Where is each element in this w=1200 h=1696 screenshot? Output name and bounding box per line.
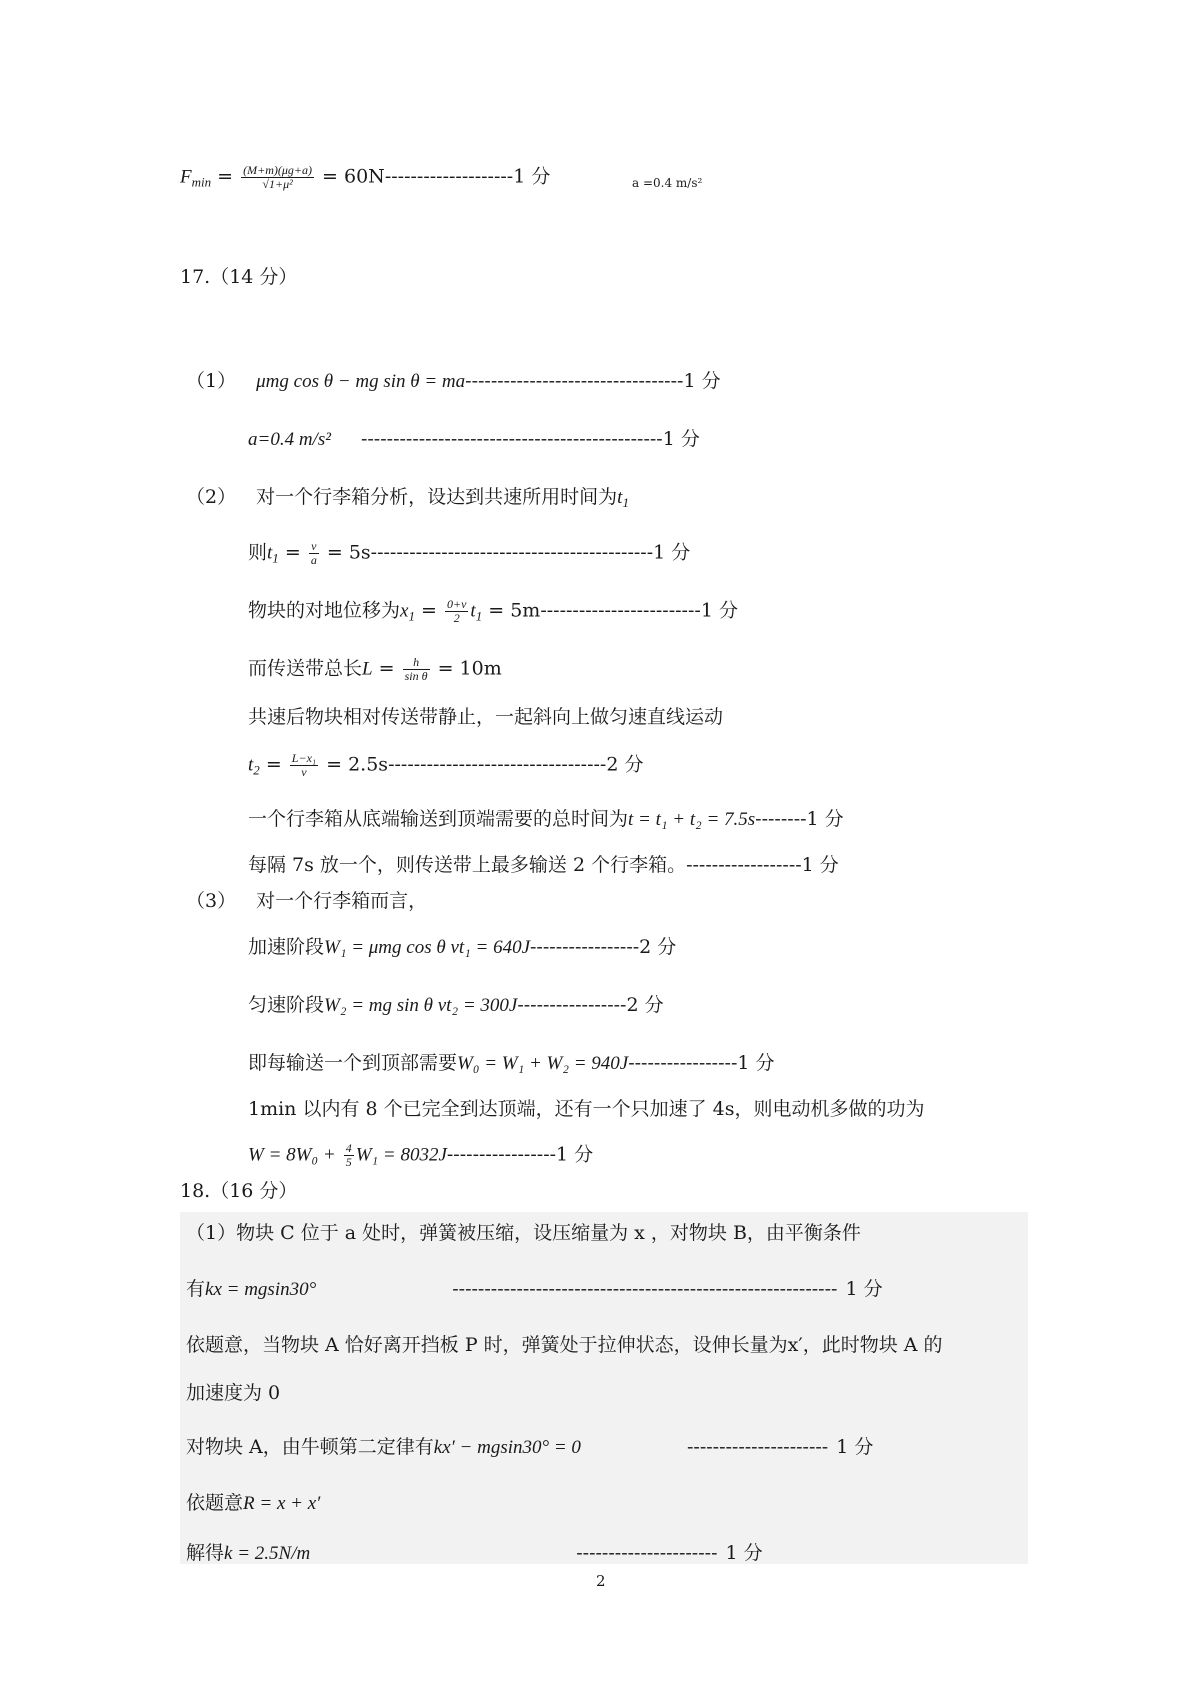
q17-w2-pre: 匀速阶段 [248,994,325,1016]
q17-part1-label: （1） [186,370,237,392]
q17-t2-dashes: ---------------------------------- [388,753,607,776]
q17-w2-line [248,994,664,1018]
q17-x1-den: 2 [453,611,460,626]
q17-t2-fraction [290,752,318,779]
q17-w2-dashes: ----------------- [517,994,627,1016]
q17-L-rhs: = 10m [437,657,502,680]
q17-t2-num: L−x₁ [291,751,317,765]
q18-l7-dashes: ---------------------- [576,1542,718,1564]
q17-t1-lhs-sub: 1 [272,550,279,566]
q17-x1-eq: = [421,599,437,622]
q17-x1-pre: 物块的对地位移为 [248,599,401,622]
fmin-num: (M+m)(μg+a) [243,163,312,177]
q18-line-4: 加速度为 0 [186,1382,281,1404]
q17-t2-lhs: t [248,754,254,776]
q17-w-score: 1 分 [556,1143,594,1166]
q17-w-dashes: ----------------- [446,1143,557,1166]
q17-x1-line [248,598,738,625]
q17-L-fraction [403,656,430,683]
q17-t1-den: a [310,553,317,568]
q17-L-num: h [403,656,430,670]
q18-l5-score: 1 分 [836,1436,874,1458]
q17-w2-score: 2 分 [626,994,664,1016]
q17-total-dashes: -------- [755,808,807,830]
q17-title: 17.（14 分） [180,266,298,288]
q17-L-den: sin θ [404,669,428,684]
q18-l7-score: 1 分 [725,1542,763,1564]
q17-x1-score: 1 分 [700,599,738,622]
q18-l5-eq: kx′ − mgsin30° = 0 [433,1437,581,1458]
q17-part1-dashes: ---------------------------------- [465,370,684,392]
q18-l5-dashes: ---------------------- [686,1436,829,1458]
q17-part1b-score: 1 分 [662,428,700,450]
q18-l7-eq: k = 2.5N/m [224,1543,311,1564]
q17-t1-fraction [309,540,319,567]
q17-x1-lhs-sub: 1 [408,608,415,624]
q17-t1-score: 1 分 [653,541,691,564]
q17-part1b-eq: a=0.4 m/s² [248,429,331,450]
q18-line-7 [186,1542,763,1566]
q17-t1-line [248,540,690,567]
fmin-dashes: -------------------- [384,165,514,188]
q17-same-speed: 共速后物块相对传送带静止，一起斜向上做匀速直线运动 [248,706,724,728]
q18-l2-eq: kx = mgsin30° [205,1279,317,1300]
q17-w0-pre: 即每输送一个到顶部需要 [248,1052,458,1074]
q17-x1-fraction [445,598,468,625]
fmin-rhs: = 60N [322,165,385,188]
q17-w-fraction [344,1142,354,1169]
fmin-lhs-sub: min [191,174,212,190]
q18-line-1: （1）物块 C 位于 a 处时，弹簧被压缩，设压缩量为 x ，对物块 B，由平衡条件 [186,1222,861,1244]
q17-total-eq: t = t₁ + t₂ = 7.5s [628,809,756,830]
q17-w1-line [248,936,676,960]
fmin-equation [180,164,550,191]
q17-t2-rhs: = 2.5s [326,753,389,776]
fmin-score: 1 分 [513,165,551,188]
q17-part3-text: 对一个行李箱而言， [256,890,428,912]
q18-title: 18.（16 分） [180,1180,298,1202]
q17-x1-lhs: x [400,600,409,622]
q17-w0-line [248,1052,775,1076]
q17-w-den: 5 [345,1155,352,1170]
q17-w0-score: 1 分 [737,1052,775,1074]
q17-every-score: 1 分 [801,854,839,876]
q17-w-lhs: W = 8W₀ + [248,1144,336,1166]
q17-t1-pre: 则 [248,541,268,564]
q17-w1-score: 2 分 [639,936,677,958]
q18-l6-eq: R = x + x′ [243,1493,321,1514]
q17-part2-var: t [617,487,623,508]
q17-part1-score: 1 分 [683,370,721,392]
q17-w2-eq: W₂ = mg sin θ vt₂ = 300J [324,995,518,1016]
q17-t2-score: 2 分 [606,753,644,776]
q17-one-minute: 1min 以内有 8 个已完全到达顶端，还有一个只加速了 4s，则电动机多做的功为 [248,1098,925,1120]
q18-l6-pre: 依题意 [186,1492,244,1514]
q17-t2-lhs-sub: 2 [253,762,260,778]
fmin-eq: = [217,165,234,188]
fmin-den: √1+μ² [262,177,293,192]
q17-total-text: 一个行李箱从底端输送到顶端需要的总时间为 [248,808,629,830]
q17-L-pre: 而传送带总长 [248,657,363,680]
q17-every-dashes: ------------------ [686,854,802,876]
q18-line-2 [186,1278,883,1302]
q17-w-rhs: W₁ = 8032J [355,1144,447,1166]
q17-total-score: 1 分 [806,808,844,830]
q17-w-num: 4 [345,1141,352,1155]
q18-l5-pre: 对物块 A，由牛顿第二定律有 [186,1436,434,1458]
q17-x1-rhs: = 5m [488,599,541,622]
q18-line-5 [186,1436,873,1460]
q18-l2-dashes: ------------------------------------------------------------ [452,1278,838,1300]
q17-part3-label: （3） [186,890,237,912]
q17-w1-eq: W₁ = μmg cos θ vt₁ = 640J [324,937,531,958]
q17-part2-text: 对一个行李箱分析，设达到共速所用时间为 [256,486,618,508]
q17-t2-den: v [301,765,307,780]
fmin-fraction [241,164,314,191]
q17-t1-dashes: -------------------------------------------- [370,541,654,564]
q17-t1-num: v [309,540,319,554]
q17-t1-eq: = [284,541,301,564]
q17-x1-var-sub: 1 [475,608,483,624]
q17-L-eq: = [378,657,395,680]
q18-l2-score: 1 分 [845,1278,883,1300]
q17-x1-num: 0+v [446,597,467,611]
fmin-lhs: F [180,166,192,188]
q17-part2 [186,486,629,511]
q17-x1-dashes: ------------------------- [540,599,701,622]
q17-part2-label: （2） [186,486,237,508]
q17-t1-rhs: = 5s [326,541,371,564]
q17-part1b [248,428,700,452]
q17-x1-var: t [470,600,476,622]
q17-part1-eq: μmg cos θ − mg sin θ = ma [256,371,466,392]
q17-part1b-dashes: ----------------------------------------------- [360,428,663,450]
q17-w1-pre: 加速阶段 [248,936,325,958]
q17-L-lhs: L [362,658,373,680]
q18-l7-pre: 解得 [186,1542,225,1564]
q17-w1-dashes: ----------------- [530,936,640,958]
q17-part2-var-sub: 1 [622,495,629,510]
q17-L-line [248,656,502,683]
q18-line-6 [186,1492,320,1516]
q17-part1 [186,370,721,394]
q17-t2-line [248,752,643,779]
page-number: 2 [596,1572,606,1590]
q17-w-line [248,1142,593,1169]
q18-l2-pre: 有 [186,1278,206,1300]
q17-part3 [186,890,427,913]
q17-t2-eq: = [265,753,282,776]
q17-t1-lhs: t [267,542,273,564]
q17-w0-eq: W₀ = W₁ + W₂ = 940J [457,1053,629,1074]
q18-line-3: 依题意，当物块 A 恰好离开挡板 P 时，弹簧处于拉伸状态，设伸长量为x′，此时物块 A 的 [186,1334,943,1356]
q17-total-time [248,808,844,832]
fmin-note: a =0.4 m/s² [632,176,703,190]
q17-every-text: 每隔 7s 放一个，则传送带上最多输送 2 个行李箱。 [248,854,687,876]
q17-every [248,854,839,877]
q17-w0-dashes: ----------------- [628,1052,738,1074]
